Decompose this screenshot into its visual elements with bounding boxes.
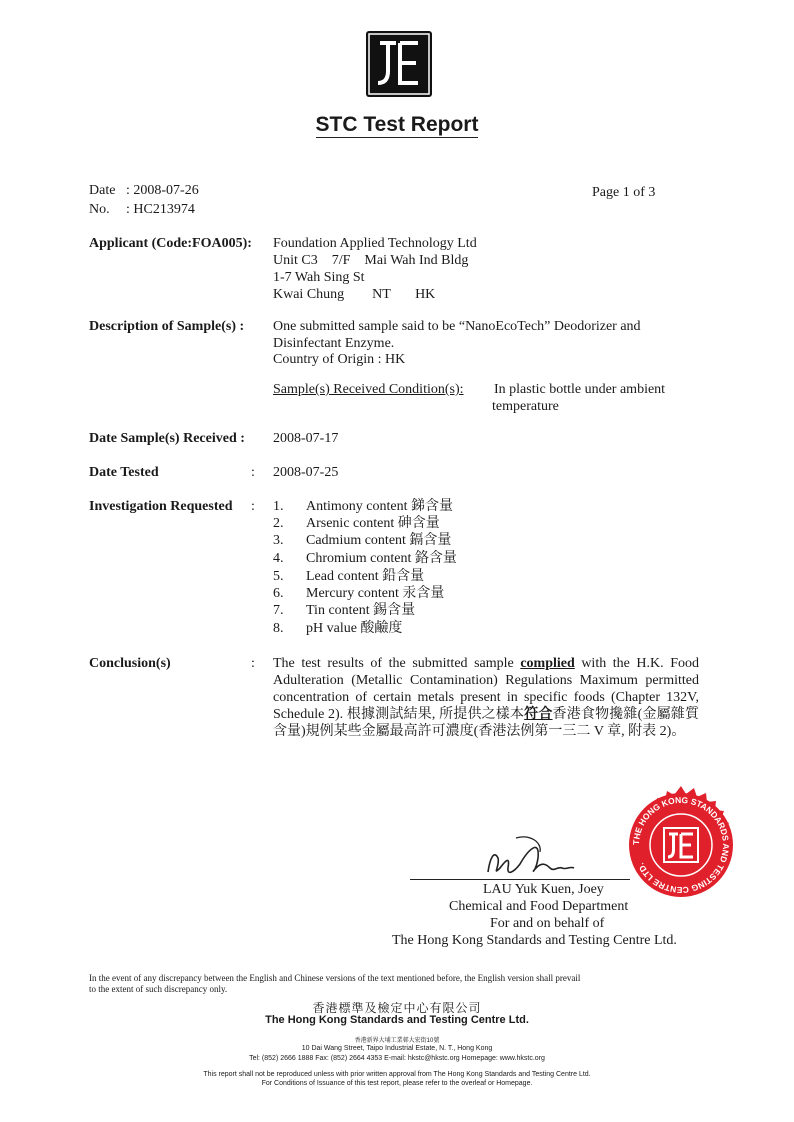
signatory-organization: The Hong Kong Standards and Testing Centre Ltd. [392,933,677,948]
conclusion-colon: : [251,656,255,671]
report-title: STC Test Report [315,113,479,136]
seal-ring-text: THE HONG KONG STANDARDS AND TESTING CENTRE LTD. [630,794,732,896]
list-item: 6. Mercury content 汞含量 [273,586,445,601]
list-item: 1. Antimony content 銻含量 [273,499,453,514]
list-item: 3. Cadmium content 鎘含量 [273,533,452,548]
description-line-1: One submitted sample said to be “NanoEcoTech” Deodorizer and [273,319,641,334]
applicant-line-1: Foundation Applied Technology Ltd [273,236,477,251]
description-label: Description of Sample(s) : [89,319,245,334]
date-received-value: 2008-07-17 [273,431,339,446]
fuhe-emphasis: 符合 [524,707,553,722]
footer-notice-2: For Conditions of Issuance of this test report, please refer to the overleaf or Homepage. [261,1080,533,1087]
number-label: No. [89,202,110,217]
list-item: 4. Chromium content 鉻含量 [273,551,457,566]
footer-address-en: 10 Dai Wang Street, Taipo Industrial Estate, N. T., Hong Kong [301,1045,493,1052]
footer-company-en: The Hong Kong Standards and Testing Centre Ltd. [265,1014,529,1026]
description-line-2: Disinfectant Enzyme. [273,336,395,351]
condition-value-2: temperature [492,399,559,414]
discrepancy-note-2: to the extent of such discrepancy only. [89,984,228,994]
list-item: 7. Tin content 錫含量 [273,603,416,618]
footer-notice-1: This report shall not be reproduced unless with prior written approval from The Hong Kong Standards and Testing Centre Ltd. [203,1071,591,1078]
discrepancy-note-1: In the event of any discrepancy between the English and Chinese versions of the text mentioned before, the English version shall prevail [89,973,581,983]
list-item: 8. pH value 酸鹼度 [273,621,403,636]
signature [480,828,590,883]
signatory-department: Chemical and Food Department [449,899,629,914]
investigation-label: Investigation Requested [89,499,233,514]
stc-logo-mark [366,31,432,97]
conclusion-label: Conclusion(s) [89,656,171,671]
company-seal [620,784,742,906]
date-label: Date [89,183,116,198]
date-tested-label: Date Tested [89,465,159,480]
date-tested-value: 2008-07-25 [273,465,339,480]
condition-value-1: In plastic bottle under ambient [494,382,666,397]
list-item: 2. Arsenic content 砷含量 [273,516,440,531]
country-of-origin: Country of Origin : HK [273,352,406,367]
applicant-line-2: Unit C3 7/F Mai Wah Ind Bldg [273,253,469,268]
condition-label: Sample(s) Received Condition(s): [273,382,464,397]
page-indicator: Page 1 of 3 [592,185,656,200]
footer-contact: Tel: (852) 2666 1888 Fax: (852) 2664 4353 E-mail: hkstc@hkstc.org Homepage: www.hkstc.org [249,1055,545,1062]
applicant-line-4: Kwai Chung NT HK [273,287,436,302]
number-value: : HC213974 [126,202,195,217]
applicant-label: Applicant (Code:FOA005): [89,236,252,251]
footer-address-cn: 香港新界大埔工業邨大宏街10號 [354,1038,440,1044]
investigation-colon: : [251,499,255,514]
footer-company-cn: 香港標準及檢定中心有限公司 [312,1001,482,1015]
signatory-name: LAU Yuk Kuen, Joey [483,882,604,897]
complied-emphasis: complied [520,656,575,671]
date-value: : 2008-07-26 [126,183,199,198]
date-received-label: Date Sample(s) Received : [89,431,245,446]
conclusion-text: The test results of the submitted sample complied with the H.K. Food Adulteration (Metallic Contamination) Regulations Maximum permitted concentration of certain metals present in specific foods (Chapter 132V, Schedule 2). 根據測試結果, 所提供之樣本符合香港食物攙雜(金屬雜質含量)規例某些金屬最高許可濃度(香港法例第一三二 V 章, 附表 2)。 [273,656,699,739]
list-item: 5. Lead content 鉛含量 [273,569,425,584]
applicant-line-3: 1-7 Wah Sing St [273,270,365,285]
on-behalf-text: For and on behalf of [490,916,605,931]
signature-line [410,879,630,880]
stc-logo [366,31,432,97]
date-tested-colon: : [251,465,255,480]
